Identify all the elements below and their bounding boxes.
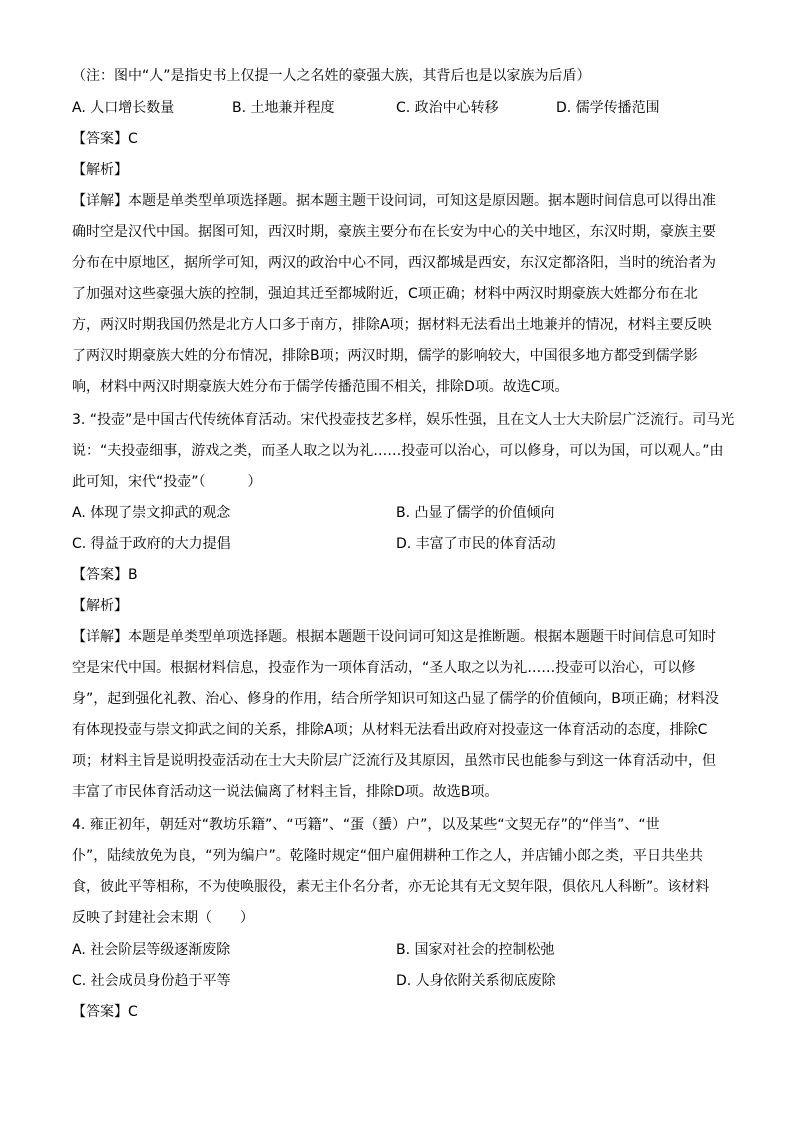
q4-stem-line: 仆”，陆续放免为良，“列为编户”。乾隆时规定“佃户雇佣耕种工作之人，并店铺小郎之类，平日共坐共 <box>72 848 704 864</box>
q3-explanation-line: 空是宋代中国。根据材料信息，投壶作为一项体育活动，“圣人取之以为礼……投壶可以治心，可以修 <box>72 660 696 676</box>
q3-option-b: B. 凸显了儒学的价值倾向 <box>396 505 555 521</box>
q4-option-c: C. 社会成员身份趋于平等 <box>72 973 231 989</box>
q3-stem-line: 此可知，宋代“投壶”（ ） <box>72 474 262 490</box>
q2-explanation-line: 方，两汉时期我国仍然是北方人口多于南方，排除A项；据材料无法看出土地兼并的情况，材料主要反映 <box>72 317 712 333</box>
q3-analysis-label: 【解析】 <box>72 598 128 614</box>
q3-stem-line: 说：“夫投壶细事，游戏之类，而圣人取之以为礼……投壶可以治心，可以修身，可以为国，可以观人。”由 <box>72 443 724 459</box>
q2-analysis-label: 【解析】 <box>72 162 128 178</box>
q2-explanation-line: 确时空是汉代中国。据图可知，西汉时期，豪族主要分布在长安为中心的关中地区，东汉时期，豪族主要 <box>72 224 716 240</box>
q4-stem-line: 食，彼此平等相称，不为使唤服役，素无主仆名分者，亦无论其有无文契年限，俱依凡人科断”。该材料 <box>72 879 710 895</box>
q3-explanation-line: 有体现投壶与崇文抑武之间的关系，排除A项；从材料无法看出政府对投壶这一体育活动的态度，排除C <box>72 722 708 738</box>
q2-explanation-line: 了加强对这些豪强大族的控制，强迫其迁至都城附近，C项正确；材料中两汉时期豪族大姓都分布在北 <box>72 286 698 302</box>
q2-answer: 【答案】C <box>72 131 138 147</box>
q4-option-a: A. 社会阶层等级逐渐废除 <box>72 942 231 958</box>
q3-explanation-line: 身”，起到强化礼教、治心、修身的作用，结合所学知识可知这凸显了儒学的价值倾向，B项正确；材料没 <box>72 691 719 707</box>
q3-option-a: A. 体现了崇文抑武的观念 <box>72 505 231 521</box>
q3-explanation-line: 项；材料主旨是说明投壶活动在士大夫阶层广泛流行及其原因，虽然市民也能参与到这一体育活动中，但 <box>72 753 716 769</box>
q2-option-d: D. 儒学传播范围 <box>556 100 660 116</box>
q2-explanation-line: 响，材料中两汉时期豪族大姓分布于儒学传播范围不相关，排除D项。故选C项。 <box>72 379 569 395</box>
q3-explanation-line: 【详解】本题是单类型单项选择题。根据本题题干设问词可知这是推断题。根据本题题干时间信息可知时 <box>72 629 716 645</box>
q4-stem-line: 反映了封建社会末期（ ） <box>72 910 254 926</box>
q3-stem-line: 3. “投壶”是中国古代传统体育活动。宋代投壶技艺多样，娱乐性强，且在文人士大夫阶层广泛流行。司马光 <box>72 412 735 428</box>
q2-option-a: A. 人口增长数量 <box>72 100 175 116</box>
q4-answer: 【答案】C <box>72 1004 138 1020</box>
q2-option-c: C. 政治中心转移 <box>396 100 499 116</box>
q4-option-b: B. 国家对社会的控制松弛 <box>396 942 555 958</box>
q2-explanation-line: 了两汉时期豪族大姓的分布情况，排除B项；两汉时期，儒学的影响较大，中国很多地方都受到儒学影 <box>72 348 698 364</box>
q2-option-b: B. 土地兼并程度 <box>232 100 335 116</box>
q2-explanation-line: 分布在中原地区，据所学可知，两汉的政治中心不同，西汉都城是西安，东汉定都洛阳，当时的统治者为 <box>72 255 716 271</box>
q4-stem-line: 4. 雍正初年，朝廷对“教坊乐籍”、“丐籍”、“蛋（蜑）户”，以及某些“文契无存”的“伴当”、“世 <box>72 817 660 833</box>
q3-option-c: C. 得益于政府的大力提倡 <box>72 536 231 552</box>
q3-explanation-line: 丰富了市民体育活动这一说法偏离了材料主旨，排除D项。故选B项。 <box>72 784 499 800</box>
q3-option-d: D. 丰富了市民的体育活动 <box>396 536 556 552</box>
q4-option-d: D. 人身依附关系彻底废除 <box>396 973 556 989</box>
q3-answer: 【答案】B <box>72 567 138 583</box>
q2-explanation-line: 【详解】本题是单类型单项选择题。据本题主题干设问词，可知这是原因题。据本题时间信息可以得出准 <box>72 193 716 209</box>
figure-note: （注：图中“人”是指史书上仅提一人之名姓的豪强大族，其背后也是以家族为后盾） <box>72 68 591 84</box>
